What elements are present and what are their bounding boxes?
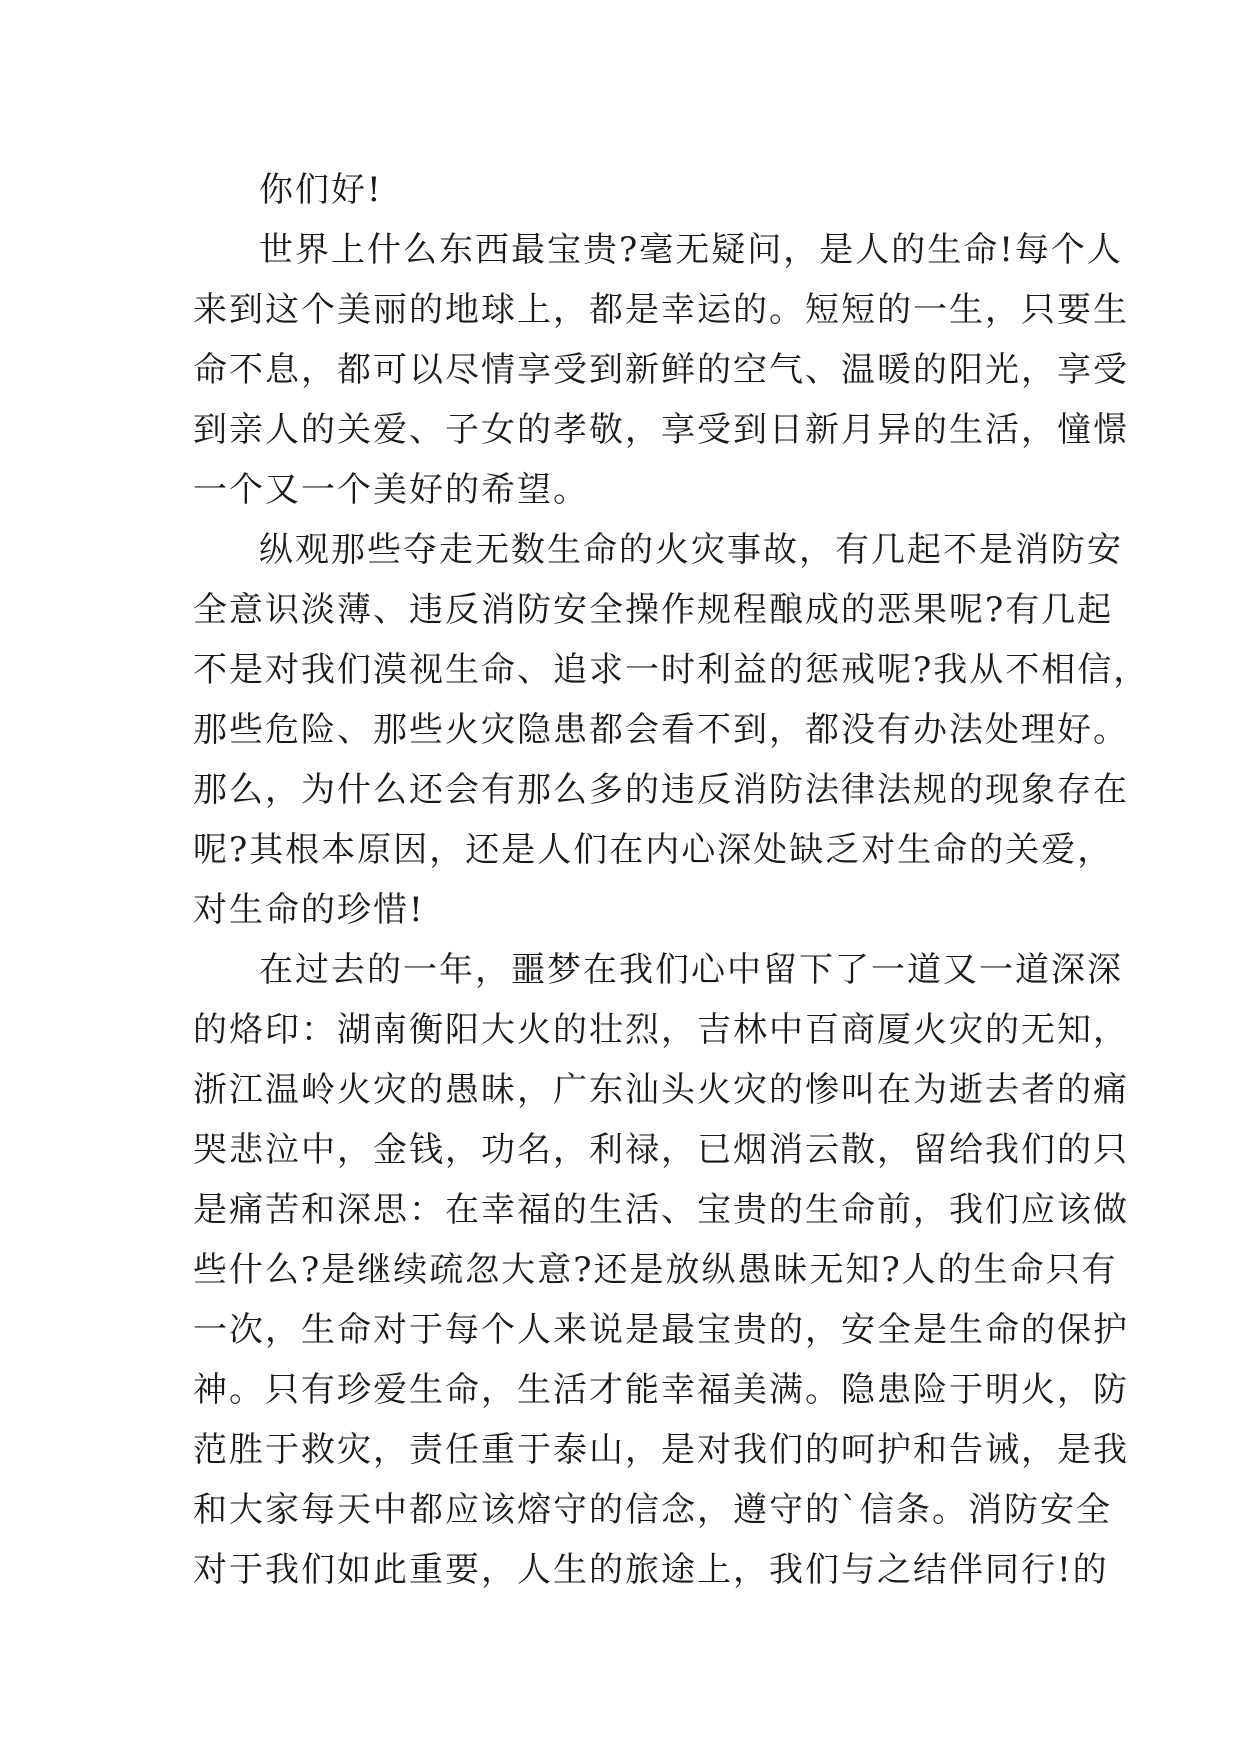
- text-line: 浙江温岭火灾的愚昧，广东汕头火灾的惨叫在为逝去者的痛: [193, 1070, 1129, 1110]
- text-line: 对于我们如此重要，人生的旅途上，我们与之结伴同行!的: [193, 1550, 1109, 1590]
- text-line: 哭悲泣中，金钱，功名，利禄，已烟消云散，留给我们的只: [193, 1130, 1129, 1170]
- text-line: 对生命的珍惜!: [193, 890, 425, 930]
- text-line: 世界上什么东西最宝贵?毫无疑问，是人的生命!每个人: [259, 230, 1123, 270]
- text-line: 是痛苦和深思：在幸福的生活、宝贵的生命前，我们应该做: [193, 1190, 1129, 1230]
- text-line: 些什么?是继续疏忽大意?还是放纵愚昧无知?人的生命只有: [193, 1250, 1118, 1290]
- text-line: 一次，生命对于每个人来说是最宝贵的，安全是生命的保护: [193, 1310, 1129, 1350]
- text-line: 命不息，都可以尽情享受到新鲜的空气、温暖的阳光，享受: [193, 350, 1129, 390]
- text-line: 一个又一个美好的希望。: [193, 470, 589, 510]
- text-line: 范胜于救灾，责任重于泰山，是对我们的呵护和告诫，是我: [193, 1430, 1129, 1470]
- text-line: 呢?其根本原因，还是人们在内心深处缺乏对生命的关爱，: [193, 830, 1114, 870]
- text-line: 不是对我们漠视生命、追求一时利益的惩戒呢?我从不相信，: [193, 650, 1150, 690]
- text-line: 到亲人的关爱、子女的孝敬，享受到日新月异的生活，憧憬: [193, 410, 1129, 450]
- text-line: 纵观那些夺走无数生命的火灾事故，有几起不是消防安: [259, 530, 1123, 570]
- document-body: [193, 160, 1150, 1600]
- text-line: 全意识淡薄、违反消防安全操作规程酿成的恶果呢?有几起: [193, 590, 1114, 630]
- text-line: 那么，为什么还会有那么多的违反消防法律法规的现象存在: [193, 770, 1129, 810]
- text-line: 和大家每天中都应该熔守的信念，遵守的`信条。消防安全: [193, 1490, 1112, 1530]
- text-line: 来到这个美丽的地球上，都是幸运的。短短的一生，只要生: [193, 290, 1129, 330]
- text-line: 在过去的一年，噩梦在我们心中留下了一道又一道深深: [259, 950, 1123, 990]
- text-line: 那些危险、那些火灾隐患都会看不到，都没有办法处理好。: [193, 710, 1129, 750]
- greeting-line: 你们好!: [259, 170, 383, 210]
- text-line: 的烙印：湖南衡阳大火的壮烈，吉林中百商厦火灾的无知，: [193, 1010, 1129, 1050]
- text-line: 神。只有珍爱生命，生活才能幸福美满。隐患险于明火，防: [193, 1370, 1129, 1410]
